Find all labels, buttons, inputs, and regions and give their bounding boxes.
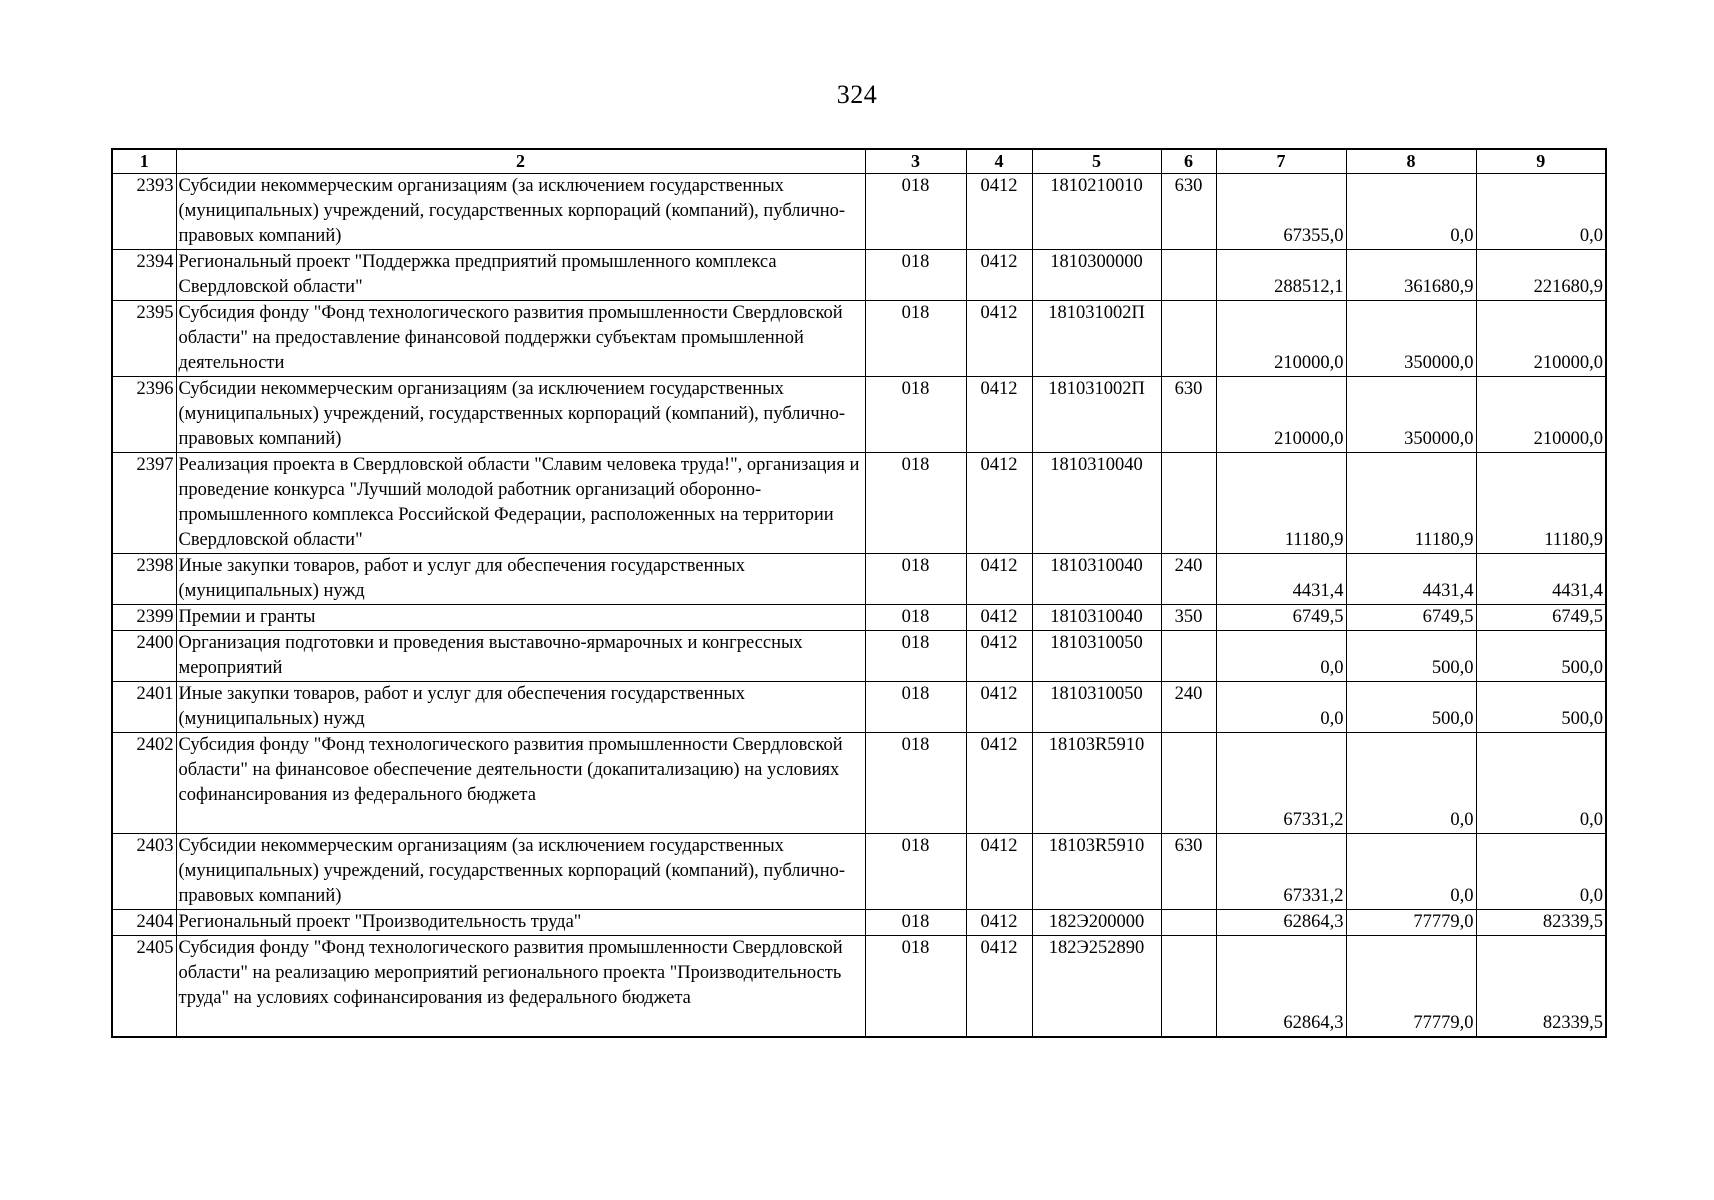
- col4-code: 0412: [966, 682, 1032, 733]
- col5-code: 182Э252890: [1032, 936, 1161, 1037]
- row-name: Иные закупки товаров, работ и услуг для обеспечения государственных (муниципальных) нужд: [176, 682, 865, 733]
- col8-value: 350000,0: [1346, 377, 1476, 453]
- col5-code: 1810310040: [1032, 554, 1161, 605]
- col6-code: [1161, 910, 1216, 936]
- col6-code: 240: [1161, 682, 1216, 733]
- col7-value: 288512,1: [1216, 250, 1346, 301]
- row-number: 2402: [112, 733, 176, 834]
- col8-value: 77779,0: [1346, 936, 1476, 1037]
- row-name: Региональный проект "Поддержка предприятий промышленного комплекса Свердловской области": [176, 250, 865, 301]
- page-number: 324: [836, 80, 878, 109]
- col3-code: 018: [865, 250, 966, 301]
- col-header-5: 5: [1032, 149, 1161, 174]
- col4-code: 0412: [966, 605, 1032, 631]
- col9-value: 210000,0: [1476, 301, 1606, 377]
- col4-code: 0412: [966, 834, 1032, 910]
- row-name: Субсидия фонду "Фонд технологического развития промышленности Свердловской области" на реализацию мероприятий регионального проекта "Производительность труда" на условиях софинансирования из федерального бюджета: [176, 936, 865, 1037]
- col4-code: 0412: [966, 453, 1032, 554]
- col9-value: 210000,0: [1476, 377, 1606, 453]
- col6-code: [1161, 733, 1216, 834]
- row-name: Субсидии некоммерческим организациям (за исключением государственных (муниципальных) учреждений, государственных корпораций (компаний), публично-правовых компаний): [176, 174, 865, 250]
- col4-code: 0412: [966, 910, 1032, 936]
- col6-code: 630: [1161, 377, 1216, 453]
- row-name: Субсидия фонду "Фонд технологического развития промышленности Свердловской области" на финансовое обеспечение деятельности (докапитализацию) на условиях софинансирования из федерального бюджета: [176, 733, 865, 834]
- table-row: [112, 834, 1606, 910]
- col7-value: 0,0: [1216, 631, 1346, 682]
- col7-value: 0,0: [1216, 682, 1346, 733]
- row-name: Иные закупки товаров, работ и услуг для обеспечения государственных (муниципальных) нужд: [176, 554, 865, 605]
- col7-value: 210000,0: [1216, 301, 1346, 377]
- row-name: Субсидии некоммерческим организациям (за исключением государственных (муниципальных) учреждений, государственных корпораций (компаний), публично-правовых компаний): [176, 377, 865, 453]
- col9-value: 4431,4: [1476, 554, 1606, 605]
- row-number: 2401: [112, 682, 176, 733]
- col3-code: 018: [865, 834, 966, 910]
- col9-value: 11180,9: [1476, 453, 1606, 554]
- header-row: [112, 149, 1606, 174]
- row-number: 2397: [112, 453, 176, 554]
- col3-code: 018: [865, 631, 966, 682]
- col5-code: 1810310050: [1032, 682, 1161, 733]
- col9-value: 221680,9: [1476, 250, 1606, 301]
- col3-code: 018: [865, 453, 966, 554]
- table-row: [112, 453, 1606, 554]
- row-name: Организация подготовки и проведения выставочно-ярмарочных и конгрессных мероприятий: [176, 631, 865, 682]
- col5-code: 1810310050: [1032, 631, 1161, 682]
- col8-value: 0,0: [1346, 733, 1476, 834]
- col3-code: 018: [865, 936, 966, 1037]
- col6-code: [1161, 301, 1216, 377]
- col5-code: 181031002П: [1032, 301, 1161, 377]
- table-row: [112, 377, 1606, 453]
- row-name: Субсидия фонду "Фонд технологического развития промышленности Свердловской области" на предоставление финансовой поддержки субъектам промышленной деятельности: [176, 301, 865, 377]
- col4-code: 0412: [966, 377, 1032, 453]
- row-number: 2405: [112, 936, 176, 1037]
- row-name: Премии и гранты: [176, 605, 865, 631]
- col5-code: 18103R5910: [1032, 834, 1161, 910]
- row-number: 2393: [112, 174, 176, 250]
- table-row: [112, 733, 1606, 834]
- col4-code: 0412: [966, 554, 1032, 605]
- col8-value: 0,0: [1346, 834, 1476, 910]
- col6-code: 630: [1161, 834, 1216, 910]
- table-row: [112, 250, 1606, 301]
- col9-value: 82339,5: [1476, 936, 1606, 1037]
- row-number: 2396: [112, 377, 176, 453]
- row-name: Региональный проект "Производительность труда": [176, 910, 865, 936]
- col9-value: 500,0: [1476, 682, 1606, 733]
- row-number: 2399: [112, 605, 176, 631]
- col7-value: 67331,2: [1216, 834, 1346, 910]
- col-header-7: 7: [1216, 149, 1346, 174]
- col3-code: 018: [865, 910, 966, 936]
- col7-value: 6749,5: [1216, 605, 1346, 631]
- col7-value: 67355,0: [1216, 174, 1346, 250]
- col5-code: 181031002П: [1032, 377, 1161, 453]
- col9-value: 0,0: [1476, 174, 1606, 250]
- row-number: 2398: [112, 554, 176, 605]
- col-header-1: 1: [112, 149, 176, 174]
- col4-code: 0412: [966, 631, 1032, 682]
- col6-code: [1161, 936, 1216, 1037]
- col5-code: 1810310040: [1032, 453, 1161, 554]
- col5-code: 182Э200000: [1032, 910, 1161, 936]
- table-row: [112, 631, 1606, 682]
- col5-code: 1810210010: [1032, 174, 1161, 250]
- table-row: [112, 605, 1606, 631]
- row-name: Реализация проекта в Свердловской области "Славим человека труда!", организация и проведение конкурса "Лучший молодой работник организаций оборонно-промышленного комплекса Российской Федерации, расположенных на территории Свердловской области": [176, 453, 865, 554]
- col6-code: 630: [1161, 174, 1216, 250]
- col9-value: 500,0: [1476, 631, 1606, 682]
- col4-code: 0412: [966, 733, 1032, 834]
- budget-table: [111, 148, 1607, 1038]
- row-name: Субсидии некоммерческим организациям (за исключением государственных (муниципальных) учреждений, государственных корпораций (компаний), публично-правовых компаний): [176, 834, 865, 910]
- col8-value: 11180,9: [1346, 453, 1476, 554]
- table-row: [112, 554, 1606, 605]
- col8-value: 4431,4: [1346, 554, 1476, 605]
- col6-code: [1161, 631, 1216, 682]
- col3-code: 018: [865, 554, 966, 605]
- table-row: [112, 910, 1606, 936]
- col3-code: 018: [865, 682, 966, 733]
- row-number: 2403: [112, 834, 176, 910]
- col-header-6: 6: [1161, 149, 1216, 174]
- col-header-9: 9: [1476, 149, 1606, 174]
- col3-code: 018: [865, 301, 966, 377]
- col6-code: 240: [1161, 554, 1216, 605]
- col8-value: 77779,0: [1346, 910, 1476, 936]
- row-number: 2404: [112, 910, 176, 936]
- col7-value: 62864,3: [1216, 936, 1346, 1037]
- col6-code: [1161, 453, 1216, 554]
- row-number: 2400: [112, 631, 176, 682]
- col-header-2: 2: [176, 149, 865, 174]
- col6-code: 350: [1161, 605, 1216, 631]
- col-header-4: 4: [966, 149, 1032, 174]
- col-header-8: 8: [1346, 149, 1476, 174]
- col8-value: 350000,0: [1346, 301, 1476, 377]
- col7-value: 210000,0: [1216, 377, 1346, 453]
- col4-code: 0412: [966, 250, 1032, 301]
- col9-value: 82339,5: [1476, 910, 1606, 936]
- table-row: [112, 174, 1606, 250]
- table-row: [112, 936, 1606, 1037]
- col3-code: 018: [865, 733, 966, 834]
- col8-value: 500,0: [1346, 631, 1476, 682]
- col8-value: 6749,5: [1346, 605, 1476, 631]
- col7-value: 11180,9: [1216, 453, 1346, 554]
- col5-code: 1810310040: [1032, 605, 1161, 631]
- col-header-3: 3: [865, 149, 966, 174]
- col9-value: 0,0: [1476, 834, 1606, 910]
- col6-code: [1161, 250, 1216, 301]
- col8-value: 500,0: [1346, 682, 1476, 733]
- col9-value: 6749,5: [1476, 605, 1606, 631]
- col5-code: 1810300000: [1032, 250, 1161, 301]
- col5-code: 18103R5910: [1032, 733, 1161, 834]
- row-number: 2394: [112, 250, 176, 301]
- col7-value: 67331,2: [1216, 733, 1346, 834]
- col3-code: 018: [865, 377, 966, 453]
- col7-value: 4431,4: [1216, 554, 1346, 605]
- row-number: 2395: [112, 301, 176, 377]
- table-row: [112, 301, 1606, 377]
- col8-value: 361680,9: [1346, 250, 1476, 301]
- col4-code: 0412: [966, 174, 1032, 250]
- col8-value: 0,0: [1346, 174, 1476, 250]
- col3-code: 018: [865, 605, 966, 631]
- col7-value: 62864,3: [1216, 910, 1346, 936]
- col9-value: 0,0: [1476, 733, 1606, 834]
- col4-code: 0412: [966, 301, 1032, 377]
- table-row: [112, 682, 1606, 733]
- col4-code: 0412: [966, 936, 1032, 1037]
- col3-code: 018: [865, 174, 966, 250]
